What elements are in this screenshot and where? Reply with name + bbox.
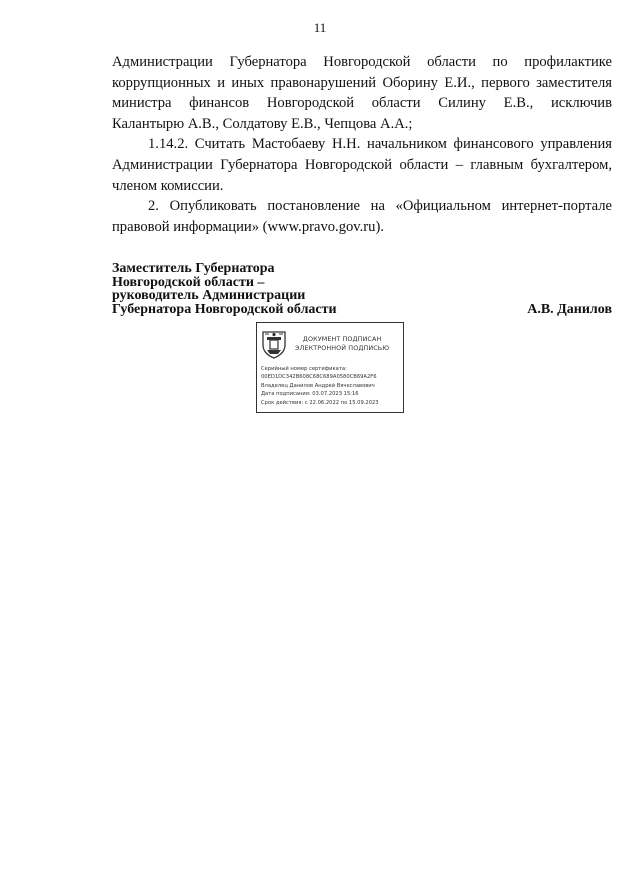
- certificate-validity: Срок действия: с 22.06.2022 по 15.09.2023: [261, 399, 379, 406]
- page-number: 11: [313, 20, 327, 35]
- text-line: Калантырю А.В., Солдатову Е.В., Чепцова А.А.;: [112, 115, 413, 132]
- stamp-title-line: ЭЛЕКТРОННОЙ ПОДПИСЬЮ: [295, 344, 390, 352]
- paragraph-continuation: [112, 52, 612, 134]
- paragraph-1-14-2: 1.14.2. Считать Мастобаеву Н.Н. начальником финансового управления Администрации Губернатора Новгородской области – главным бухгалтером, членом комиссии.: [112, 136, 612, 194]
- signer-position-line: Заместитель Губернатора: [112, 261, 275, 276]
- stamp-title-line: ДОКУМЕНТ ПОДПИСАН: [302, 335, 382, 343]
- text-line: Администрации Губернатора Новгородской области по профилактике: [112, 54, 612, 70]
- signature-block: [112, 262, 612, 316]
- text-line: коррупционных и иных правонарушений Оборину Е.И., первого заместителя: [112, 74, 612, 91]
- signer-position-line: Новгородской области –: [112, 274, 265, 290]
- certificate-owner: Владелец Данилов Андрей Вячеславович: [261, 382, 375, 389]
- certificate-label: Серийный номер сертификата:: [261, 366, 347, 372]
- signer-name: А.В. Данилов: [527, 301, 612, 317]
- signer-position-line: руководитель Администрации: [112, 288, 306, 303]
- stamp-details: [261, 365, 399, 407]
- stamp-header: [261, 328, 399, 360]
- text-line: министра финансов Новгородской области Силину Е.В., исключив: [112, 95, 612, 112]
- paragraph-2-publish: 2. Опубликовать постановление на «Официальном интернет-портале правовой информации» (www.pravo.gov.ru).: [112, 198, 612, 235]
- signer-position-line: Губернатора Новгородской области: [112, 301, 337, 317]
- certificate-serial: 00ED1DC342B608C68C689A0580CB69A2F6: [261, 374, 377, 381]
- signing-date: Дата подписания: 03.07.2023 15:16: [261, 391, 359, 398]
- document-body: [112, 52, 612, 237]
- electronic-signature-stamp: [256, 322, 404, 413]
- coat-of-arms-icon: [261, 329, 287, 359]
- stamp-title: [295, 335, 389, 353]
